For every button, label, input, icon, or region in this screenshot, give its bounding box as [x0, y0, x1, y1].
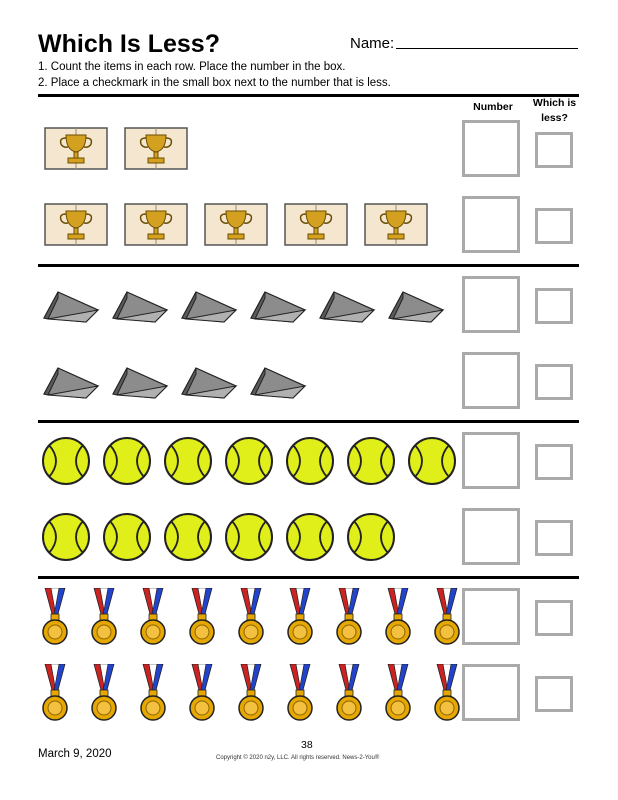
tennis-ball-icon	[346, 436, 396, 491]
checkmark-box[interactable]	[535, 288, 573, 324]
wedge-icon	[180, 288, 238, 329]
number-answer-box[interactable]	[462, 196, 520, 253]
tennis-ball-icon	[346, 512, 396, 567]
medal-icon	[284, 588, 316, 653]
instruction-1: 1. Count the items in each row. Place the number in the box.	[38, 61, 346, 73]
divider-2	[38, 420, 579, 423]
checkmark-box[interactable]	[535, 676, 573, 712]
medal-icon	[88, 588, 120, 653]
number-answer-box[interactable]	[462, 432, 520, 489]
medal-icon	[235, 588, 267, 653]
medal-icon	[39, 664, 71, 729]
which-less-header-line2: less?	[541, 112, 568, 124]
which-less-header-line1: Which is	[532, 97, 577, 109]
wedge-icon	[180, 364, 238, 405]
trophy-book-icon	[364, 202, 428, 252]
medal-icon	[39, 588, 71, 653]
number-answer-box[interactable]	[462, 508, 520, 565]
medal-icon	[382, 588, 414, 653]
trophy-book-icon	[124, 126, 188, 176]
medal-icon	[186, 664, 218, 729]
tennis-ball-icon	[41, 436, 91, 491]
number-answer-box[interactable]	[462, 664, 520, 721]
medal-icon	[431, 664, 463, 729]
wedge-icon	[387, 288, 445, 329]
medal-icon	[431, 588, 463, 653]
copyright-text: Copyright © 2020 n2y, LLC. All rights reserved. News-2-You®	[216, 755, 380, 761]
trophy-book-icon	[284, 202, 348, 252]
tennis-ball-icon	[41, 512, 91, 567]
number-answer-box[interactable]	[462, 276, 520, 333]
wedge-icon	[111, 364, 169, 405]
name-field[interactable]	[396, 48, 578, 49]
medal-icon	[137, 588, 169, 653]
wedge-icon	[249, 288, 307, 329]
medal-icon	[186, 588, 218, 653]
trophy-book-icon	[44, 126, 108, 176]
footer-date: March 9, 2020	[38, 748, 112, 760]
wedge-icon	[249, 364, 307, 405]
number-answer-box[interactable]	[462, 352, 520, 409]
tennis-ball-icon	[163, 436, 213, 491]
name-label: Name:	[350, 35, 395, 52]
tennis-ball-icon	[407, 436, 457, 491]
divider-top	[38, 94, 579, 97]
checkmark-box[interactable]	[535, 364, 573, 400]
tennis-ball-icon	[224, 436, 274, 491]
divider-3	[38, 576, 579, 579]
tennis-ball-icon	[102, 436, 152, 491]
medal-icon	[137, 664, 169, 729]
tennis-ball-icon	[285, 512, 335, 567]
tennis-ball-icon	[102, 512, 152, 567]
medal-icon	[333, 588, 365, 653]
checkmark-box[interactable]	[535, 444, 573, 480]
trophy-book-icon	[124, 202, 188, 252]
wedge-icon	[42, 364, 100, 405]
divider-1	[38, 264, 579, 267]
checkmark-box[interactable]	[535, 520, 573, 556]
number-column-header: Number	[473, 101, 513, 113]
medal-icon	[88, 664, 120, 729]
number-answer-box[interactable]	[462, 588, 520, 645]
medal-icon	[333, 664, 365, 729]
medal-icon	[284, 664, 316, 729]
number-answer-box[interactable]	[462, 120, 520, 177]
tennis-ball-icon	[224, 512, 274, 567]
trophy-book-icon	[44, 202, 108, 252]
checkmark-box[interactable]	[535, 208, 573, 244]
wedge-icon	[318, 288, 376, 329]
checkmark-box[interactable]	[535, 132, 573, 168]
tennis-ball-icon	[163, 512, 213, 567]
medal-icon	[382, 664, 414, 729]
medal-icon	[235, 664, 267, 729]
worksheet-title: Which Is Less?	[38, 30, 220, 58]
trophy-book-icon	[204, 202, 268, 252]
wedge-icon	[42, 288, 100, 329]
checkmark-box[interactable]	[535, 600, 573, 636]
wedge-icon	[111, 288, 169, 329]
tennis-ball-icon	[285, 436, 335, 491]
instruction-2: 2. Place a checkmark in the small box next to the number that is less.	[38, 77, 391, 89]
page-number: 38	[301, 739, 313, 751]
